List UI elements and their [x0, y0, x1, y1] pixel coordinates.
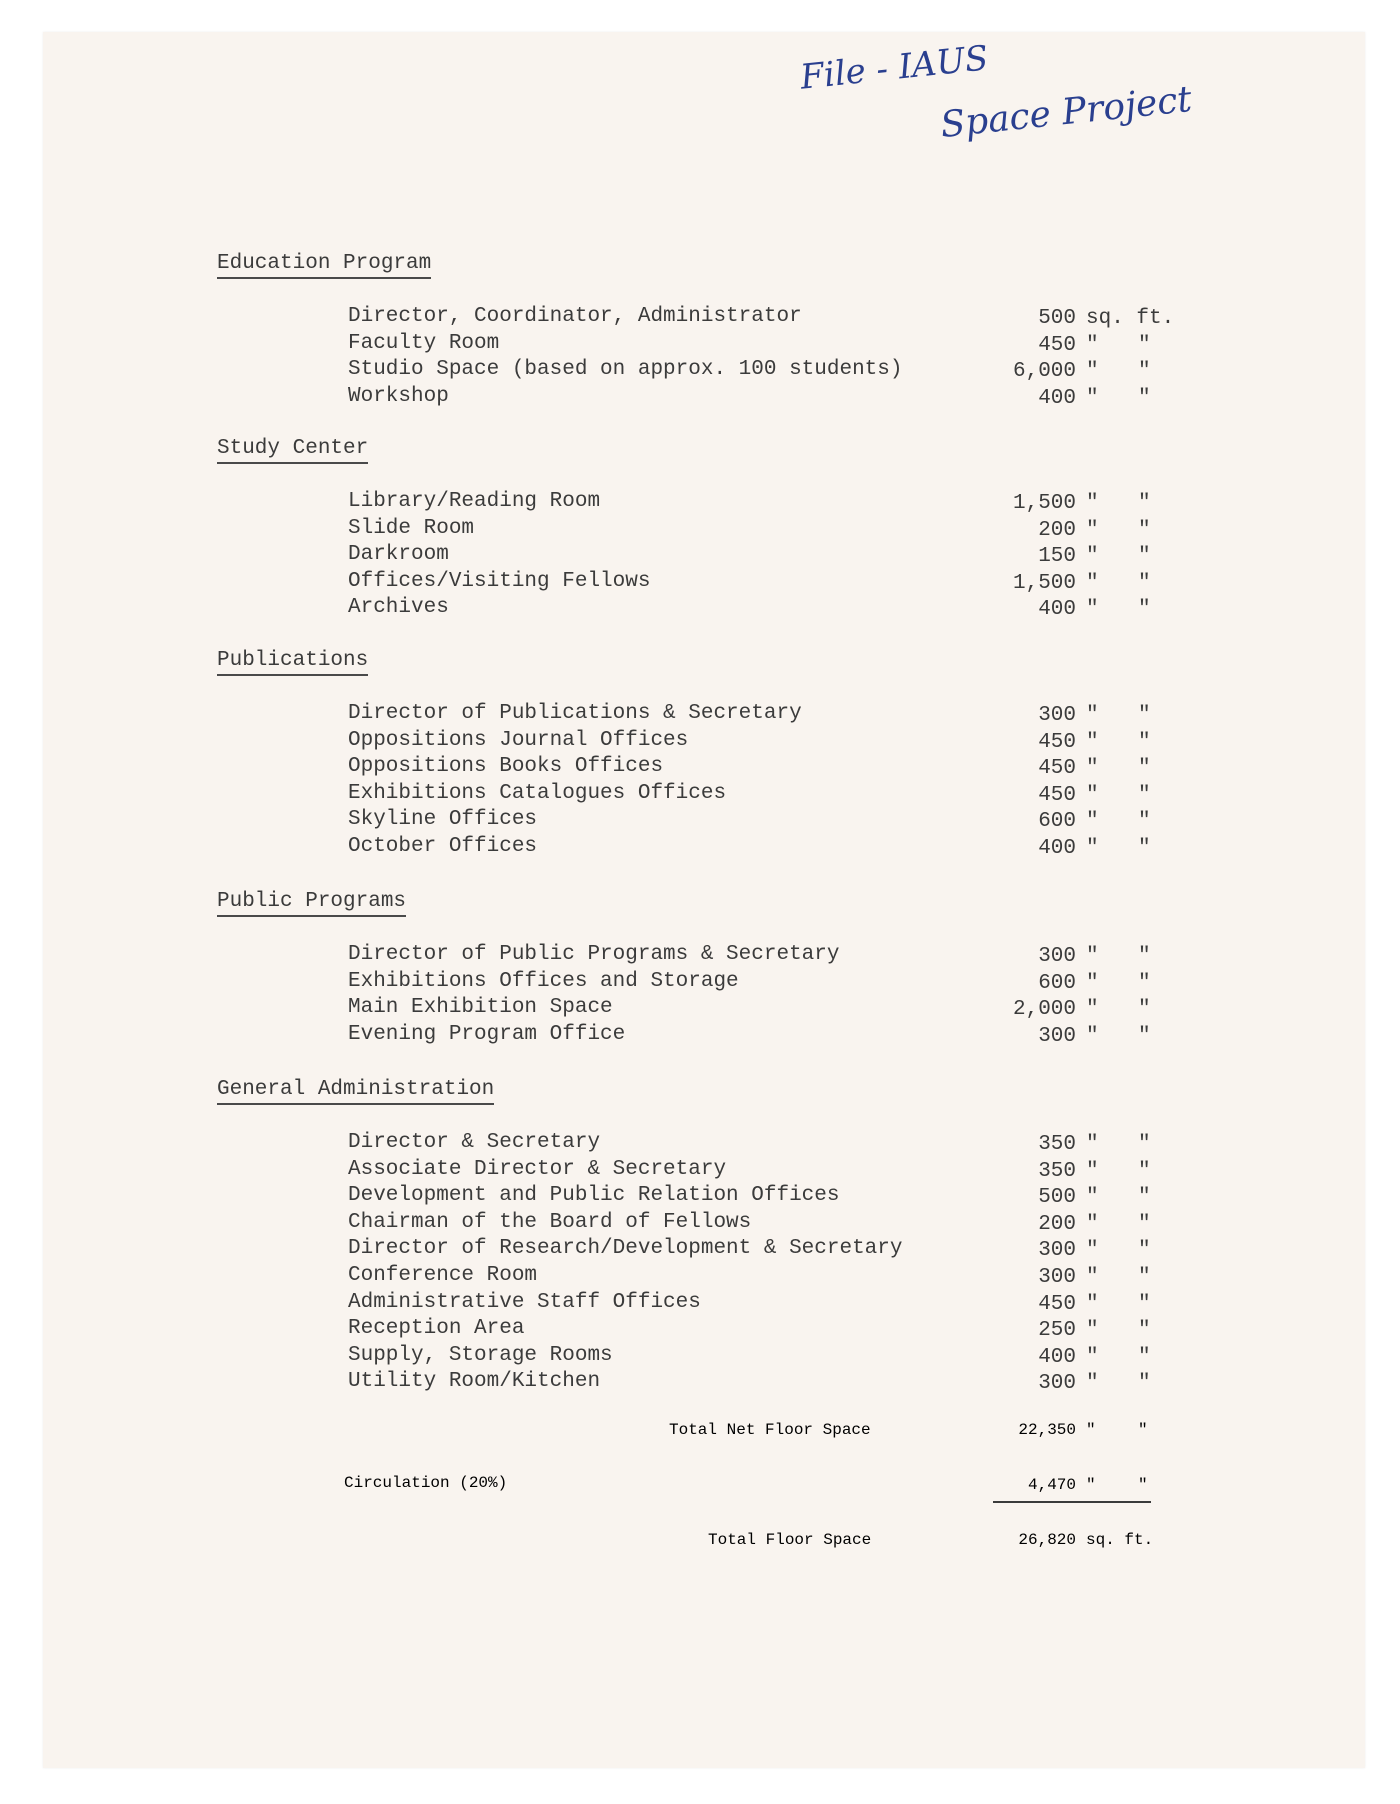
- space-item-label: Director & Secretary: [348, 1131, 601, 1154]
- ditto-mark: ": [1138, 1159, 1151, 1183]
- ditto-mark: ": [1138, 971, 1151, 995]
- total-floor-value: 26,820: [1018, 1531, 1076, 1549]
- space-item-value: 500: [1038, 1186, 1076, 1210]
- space-item-label: Director of Publications & Secretary: [348, 702, 802, 725]
- ditto-mark: ": [1138, 518, 1151, 542]
- space-item-value: 250: [1038, 1319, 1076, 1343]
- space-item-unit: [1086, 1186, 1151, 1210]
- space-item-label: Exhibitions Offices and Storage: [348, 969, 739, 993]
- space-item-label: Studio Space (based on approx. 100 students): [348, 358, 903, 382]
- ditto-mark: ": [1086, 1186, 1099, 1210]
- space-item-unit: [1086, 545, 1151, 569]
- circulation-unit: [1086, 1476, 1148, 1494]
- ditto-mark: ": [1086, 945, 1099, 968]
- ditto-mark: ": [1086, 492, 1099, 515]
- space-item-value: 1,500: [1012, 492, 1076, 515]
- space-item-unit: [1086, 837, 1151, 860]
- space-item-label: Utility Room/Kitchen: [348, 1370, 601, 1394]
- handwritten-note-line1: File - IAUS: [798, 38, 991, 98]
- space-item-unit: [1086, 810, 1151, 834]
- ditto-mark: ": [1138, 810, 1151, 834]
- space-item-value: 600: [1038, 810, 1076, 834]
- ditto-mark: ": [1086, 1345, 1099, 1369]
- space-item-unit: sq. ft.: [1086, 307, 1175, 330]
- ditto-mark: ": [1086, 598, 1099, 622]
- ditto-mark: ": [1086, 730, 1099, 754]
- space-item-label: Conference Room: [348, 1264, 538, 1287]
- space-item-label: Evening Program Office: [348, 1022, 626, 1046]
- ditto-mark: ": [1086, 518, 1099, 542]
- space-item-unit: [1086, 1159, 1151, 1183]
- space-item-unit: [1086, 757, 1151, 781]
- space-item-label: October Offices: [348, 835, 538, 858]
- ditto-mark: ": [1086, 545, 1099, 569]
- space-item-unit: [1086, 704, 1151, 727]
- space-item-value: 1,500: [1012, 571, 1076, 595]
- ditto-mark: ": [1138, 757, 1151, 781]
- space-item-unit: [1086, 333, 1151, 357]
- ditto-mark: ": [1138, 704, 1151, 727]
- space-item-value: 300: [1038, 1372, 1076, 1396]
- ditto-mark: ": [1138, 386, 1151, 410]
- ditto-mark: ": [1086, 783, 1099, 807]
- space-item-value: 300: [1038, 945, 1076, 968]
- ditto-mark: ": [1138, 730, 1151, 754]
- ditto-mark: ": [1138, 783, 1151, 807]
- space-item-unit: [1086, 1319, 1151, 1343]
- circulation-label: Circulation (20%): [344, 1474, 508, 1492]
- space-item-value: 200: [1038, 518, 1076, 542]
- space-item-label: Director of Public Programs & Secretary: [348, 943, 840, 966]
- ditto-mark: ": [1138, 837, 1151, 860]
- space-item-label: Director of Research/Development & Secretary: [348, 1237, 903, 1261]
- total-floor-unit: sq. ft.: [1086, 1531, 1154, 1549]
- space-item-label: Skyline Offices: [348, 808, 538, 832]
- space-item-unit: [1086, 1266, 1151, 1289]
- ditto-mark: ": [1138, 492, 1151, 515]
- total-net-label: Total Net Floor Space: [669, 1421, 871, 1439]
- space-item-label: Development and Public Relation Offices: [348, 1184, 840, 1208]
- space-item-value: 2,000: [1012, 998, 1076, 1022]
- space-item-label: Associate Director & Secretary: [348, 1157, 727, 1181]
- section-heading: Publications: [217, 649, 368, 676]
- space-item-value: 6,000: [1012, 360, 1076, 384]
- space-item-unit: [1086, 1292, 1151, 1316]
- handwritten-note-line2: Space Project: [938, 78, 1194, 147]
- space-item-unit: [1086, 730, 1151, 754]
- space-item-value: 300: [1038, 1024, 1076, 1048]
- space-item-label: Slide Room: [348, 516, 475, 540]
- space-item-unit: [1086, 360, 1151, 384]
- ditto-mark: ": [1086, 1159, 1099, 1183]
- space-item-value: 450: [1038, 333, 1076, 357]
- sum-rule-line: [993, 1501, 1151, 1503]
- ditto-mark: ": [1138, 1212, 1151, 1236]
- space-item-unit: [1086, 518, 1151, 542]
- ditto-mark: ": [1086, 571, 1099, 595]
- space-item-value: 200: [1038, 1212, 1076, 1236]
- space-item-unit: [1086, 783, 1151, 807]
- space-item-unit: [1086, 598, 1151, 622]
- ditto-mark: ": [1086, 757, 1099, 781]
- ditto-mark: ": [1138, 1239, 1151, 1263]
- ditto-mark: ": [1138, 1421, 1148, 1439]
- space-item-value: 300: [1038, 1266, 1076, 1289]
- space-item-unit: [1086, 571, 1151, 595]
- ditto-mark: ": [1138, 1292, 1151, 1316]
- ditto-mark: ": [1086, 837, 1099, 860]
- space-item-value: 500: [1038, 307, 1076, 330]
- space-item-label: Oppositions Journal Offices: [348, 728, 689, 752]
- ditto-mark: ": [1138, 1345, 1151, 1369]
- space-item-value: 400: [1038, 1345, 1076, 1369]
- ditto-mark: ": [1086, 386, 1099, 410]
- ditto-mark: ": [1138, 545, 1151, 569]
- space-item-value: 350: [1038, 1159, 1076, 1183]
- ditto-mark: ": [1138, 998, 1151, 1022]
- ditto-mark: ": [1138, 1024, 1151, 1048]
- space-item-value: 300: [1038, 1239, 1076, 1263]
- space-item-unit: [1086, 1372, 1151, 1396]
- space-item-label: Reception Area: [348, 1317, 525, 1341]
- space-item-value: 450: [1038, 783, 1076, 807]
- total-net-value: 22,350: [1018, 1421, 1076, 1439]
- section-heading: Study Center: [217, 437, 368, 464]
- ditto-mark: ": [1086, 1292, 1099, 1316]
- ditto-mark: ": [1086, 971, 1099, 995]
- space-item-value: 450: [1038, 757, 1076, 781]
- ditto-mark: ": [1138, 333, 1151, 357]
- space-item-label: Faculty Room: [348, 331, 500, 355]
- ditto-mark: ": [1138, 1319, 1151, 1343]
- space-item-unit: [1086, 1212, 1151, 1236]
- space-item-label: Library/Reading Room: [348, 490, 601, 513]
- total-floor-label: Total Floor Space: [708, 1531, 872, 1549]
- space-item-unit: [1086, 492, 1151, 515]
- space-item-value: 350: [1038, 1133, 1076, 1156]
- ditto-mark: ": [1138, 1133, 1151, 1156]
- ditto-mark: ": [1138, 945, 1151, 968]
- space-item-value: 400: [1038, 386, 1076, 410]
- ditto-mark: ": [1138, 1476, 1148, 1494]
- space-item-unit: [1086, 998, 1151, 1022]
- space-item-value: 400: [1038, 837, 1076, 860]
- ditto-mark: ": [1138, 1186, 1151, 1210]
- space-item-value: 450: [1038, 1292, 1076, 1316]
- space-item-label: Offices/Visiting Fellows: [348, 569, 651, 593]
- space-item-label: Main Exhibition Space: [348, 996, 613, 1020]
- ditto-mark: ": [1086, 333, 1099, 357]
- space-item-label: Oppositions Books Offices: [348, 755, 664, 779]
- section-heading: General Administration: [217, 1078, 494, 1105]
- space-item-label: Director, Coordinator, Administrator: [348, 305, 802, 328]
- ditto-mark: ": [1138, 360, 1151, 384]
- ditto-mark: ": [1138, 1266, 1151, 1289]
- space-item-label: Workshop: [348, 384, 449, 408]
- ditto-mark: ": [1086, 1421, 1096, 1439]
- space-item-unit: [1086, 1345, 1151, 1369]
- space-item-label: Exhibitions Catalogues Offices: [348, 781, 727, 805]
- ditto-mark: ": [1086, 1266, 1099, 1289]
- space-item-unit: [1086, 971, 1151, 995]
- ditto-mark: ": [1086, 1239, 1099, 1263]
- ditto-mark: ": [1138, 1372, 1151, 1396]
- ditto-mark: ": [1086, 1319, 1099, 1343]
- ditto-mark: ": [1086, 704, 1099, 727]
- ditto-mark: ": [1086, 1133, 1099, 1156]
- section-heading: Education Program: [217, 252, 431, 279]
- space-item-label: Archives: [348, 596, 449, 620]
- space-item-value: 450: [1038, 730, 1076, 754]
- space-item-unit: [1086, 386, 1151, 410]
- space-item-unit: [1086, 1024, 1151, 1048]
- ditto-mark: ": [1086, 1212, 1099, 1236]
- space-item-label: Chairman of the Board of Fellows: [348, 1210, 752, 1234]
- space-item-unit: [1086, 1239, 1151, 1263]
- ditto-mark: ": [1138, 598, 1151, 622]
- ditto-mark: ": [1086, 1476, 1096, 1494]
- ditto-mark: ": [1086, 360, 1099, 384]
- ditto-mark: ": [1086, 1372, 1099, 1396]
- space-item-value: 600: [1038, 971, 1076, 995]
- total-net-unit: [1086, 1421, 1148, 1439]
- space-item-value: 150: [1038, 545, 1076, 569]
- space-item-label: Darkroom: [348, 543, 449, 567]
- space-item-label: Supply, Storage Rooms: [348, 1343, 613, 1367]
- ditto-mark: ": [1086, 810, 1099, 834]
- space-item-unit: [1086, 1133, 1151, 1156]
- ditto-mark: ": [1086, 998, 1099, 1022]
- circulation-value: 4,470: [1027, 1476, 1076, 1494]
- section-heading: Public Programs: [217, 890, 406, 917]
- space-item-label: Administrative Staff Offices: [348, 1290, 701, 1314]
- space-item-value: 400: [1038, 598, 1076, 622]
- space-item-unit: [1086, 945, 1151, 968]
- space-item-value: 300: [1038, 704, 1076, 727]
- ditto-mark: ": [1138, 571, 1151, 595]
- ditto-mark: ": [1086, 1024, 1099, 1048]
